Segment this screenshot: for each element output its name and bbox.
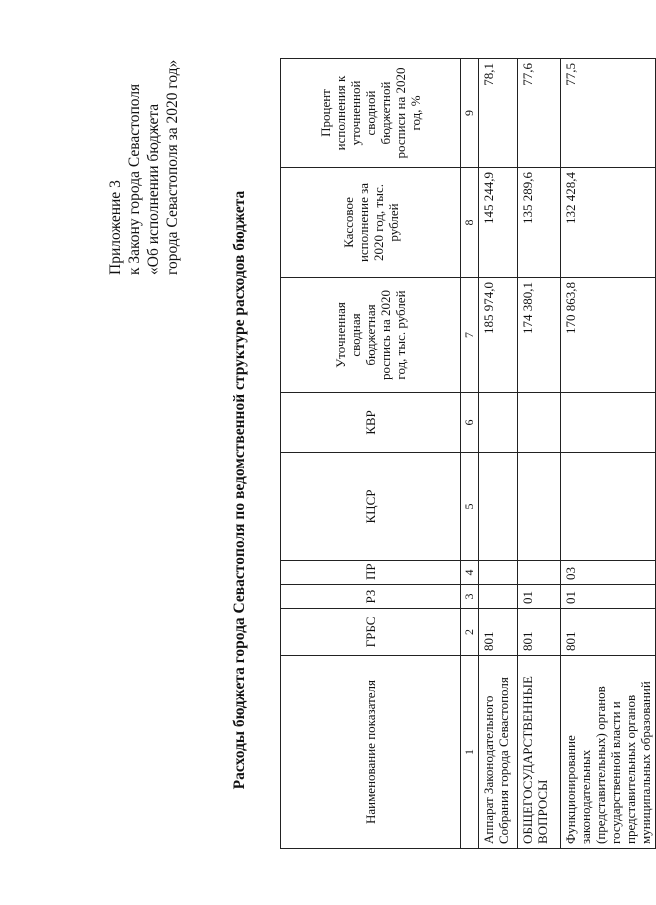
table-row: [479, 59, 518, 849]
approval-block: [106, 25, 182, 275]
header-cash: Кассовое исполнение за 2020 год, тыс. рублей: [281, 168, 461, 278]
cell-name: Аппарат Законодательного Собрания города Севастополя: [479, 656, 518, 849]
column-number: 3: [461, 585, 479, 609]
header-grbs: ГРБС: [281, 609, 461, 656]
header-rz: РЗ: [281, 585, 461, 609]
approval-line: города Севастополя за 2020 год»: [164, 59, 181, 275]
cell-name: Функционирование законодательных (представительных) органов государственной власти и представительных органов муниципальных образований: [561, 656, 656, 849]
cell-cash: 132 428,4: [561, 168, 656, 278]
table-header-row: [281, 59, 461, 849]
cell-kvr: [561, 393, 656, 453]
cell-kcsr: [518, 453, 561, 561]
cell-kvr: [479, 393, 518, 453]
approval-line: Приложение 3: [107, 180, 124, 275]
column-number: 6: [461, 393, 479, 453]
cell-rz: 01: [518, 585, 561, 609]
approval-line: «Об исполнении бюджета: [145, 103, 162, 275]
column-number: 4: [461, 561, 479, 585]
column-number: 2: [461, 609, 479, 656]
cell-name: ОБЩЕГОСУДАРСТВЕННЫЕ ВОПРОСЫ: [518, 656, 561, 849]
cell-grbs: 801: [518, 609, 561, 656]
table-row: [518, 59, 561, 849]
column-number: 5: [461, 453, 479, 561]
cell-plan: 174 380,1: [518, 278, 561, 393]
cell-plan: 185 974,0: [479, 278, 518, 393]
approval-line: к Закону города Севастополя: [126, 83, 143, 275]
cell-rz: 01: [561, 585, 656, 609]
cell-grbs: 801: [479, 609, 518, 656]
header-pr: ПР: [281, 561, 461, 585]
cell-kcsr: [561, 453, 656, 561]
cell-grbs: 801: [561, 609, 656, 656]
header-kvr: КВР: [281, 393, 461, 453]
cell-pr: 03: [561, 561, 656, 585]
header-percent: Процент исполнения к уточненной сводной бюджетной росписи на 2020 год, %: [281, 59, 461, 168]
cell-pr: [479, 561, 518, 585]
column-number: 7: [461, 278, 479, 393]
cell-rz: [479, 585, 518, 609]
cell-percent: 78,1: [479, 59, 518, 168]
column-number: 1: [461, 656, 479, 849]
table-row: [561, 59, 656, 849]
column-number-row: [461, 59, 479, 849]
cell-percent: 77,5: [561, 59, 656, 168]
cell-plan: 170 863,8: [561, 278, 656, 393]
header-plan: Уточненная сводная бюджетная роспись на 2020 год, тыс. рублей: [281, 278, 461, 393]
document-title: Расходы бюджета города Севастополя по ведомственной структуре расходов бюджета: [231, 190, 248, 790]
cell-kvr: [518, 393, 561, 453]
budget-table: [280, 58, 656, 849]
cell-kcsr: [479, 453, 518, 561]
cell-pr: [518, 561, 561, 585]
header-name: Наименование показателя: [281, 656, 461, 849]
column-number: 9: [461, 59, 479, 168]
header-kcsr: КЦСР: [281, 453, 461, 561]
cell-cash: 135 289,6: [518, 168, 561, 278]
column-number: 8: [461, 168, 479, 278]
cell-percent: 77,6: [518, 59, 561, 168]
cell-cash: 145 244,9: [479, 168, 518, 278]
